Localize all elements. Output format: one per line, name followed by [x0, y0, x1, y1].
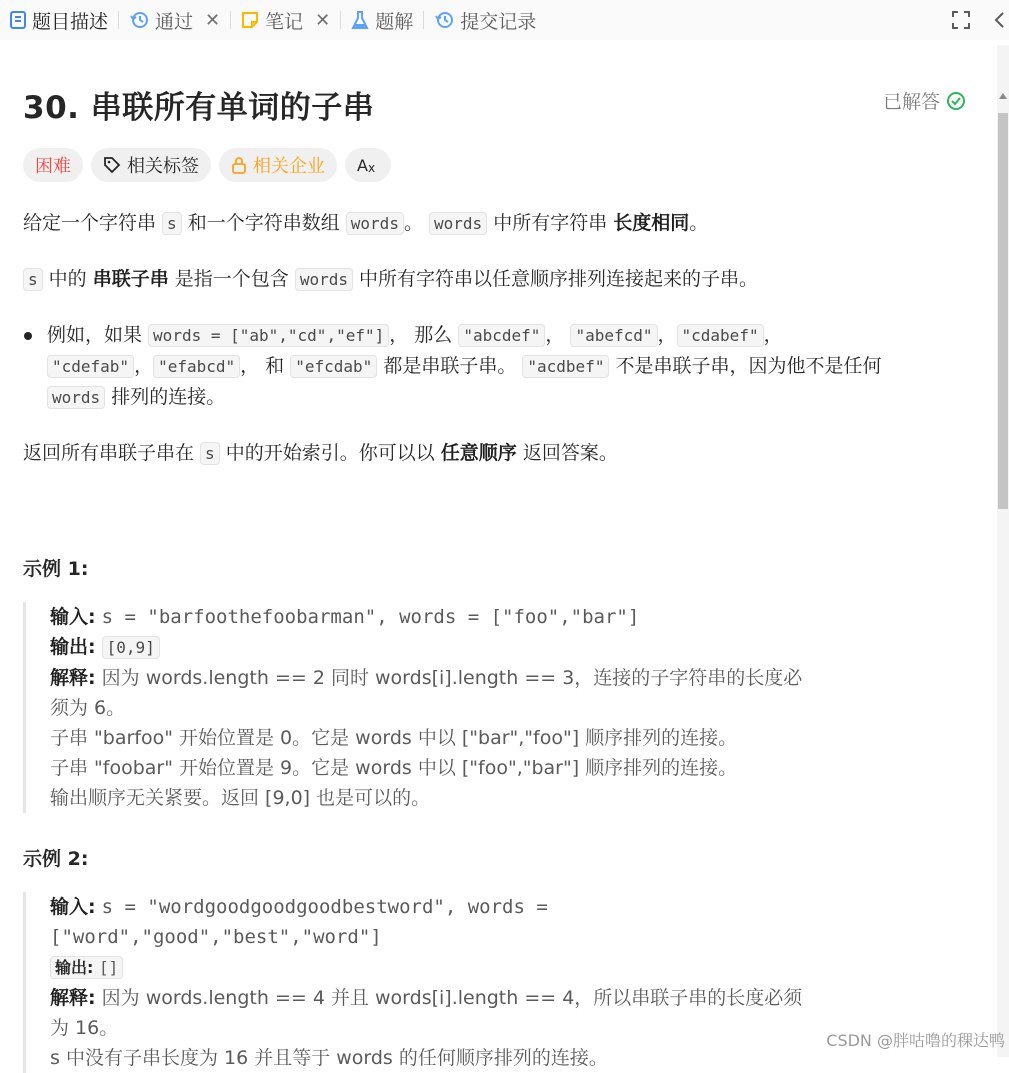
text: 。	[689, 212, 709, 234]
inline-code: "abcdef"	[458, 324, 545, 347]
text: 。	[403, 212, 429, 234]
inline-code: words	[346, 212, 404, 235]
history-icon	[434, 10, 454, 30]
bullet-dot	[24, 332, 32, 340]
inline-code: s	[23, 268, 43, 291]
difficulty-badge	[23, 148, 83, 182]
tab-solutions-label: 题解	[375, 10, 414, 33]
chevron-left-icon[interactable]	[993, 10, 1005, 30]
output-label-box	[50, 956, 123, 979]
example-1-title: 示例 1:	[23, 558, 89, 580]
inline-code: "efcdab"	[290, 355, 377, 378]
inline-code: "efabcd"	[153, 355, 240, 378]
example-2-input	[50, 892, 970, 922]
inline-code: words	[429, 212, 487, 235]
text: 中的	[42, 268, 93, 290]
text: ，	[134, 355, 154, 377]
explain-line: 子串 "barfoo" 开始位置是 0。它是 words 中以 ["bar","foo"] 顺序排列的连接。	[50, 727, 738, 749]
text: 例如，如果	[47, 324, 149, 346]
explain-line: 须为 6。	[50, 697, 126, 719]
bullet-text	[47, 320, 923, 413]
example-2-output	[50, 952, 970, 983]
note-icon	[241, 11, 259, 29]
tab-description[interactable]	[0, 0, 118, 40]
text: ， 和	[240, 355, 291, 377]
tag-row	[23, 148, 391, 182]
text: 返回所有串联子串在	[23, 442, 201, 464]
example-2-explain	[50, 983, 970, 1013]
input-label: 输入:	[50, 896, 96, 918]
check-circle-icon	[946, 91, 966, 111]
problem-description-panel	[0, 45, 997, 1069]
tab-submissions-label: 提交记录	[460, 10, 537, 33]
tabbar-actions	[951, 0, 1009, 40]
close-icon[interactable]: ✕	[315, 9, 331, 31]
explain-line: 因为 words.length == 2 同时 words[i].length == 3，连接的子字符串的长度必	[101, 667, 803, 689]
inline-code: words	[295, 268, 353, 291]
text: 排列的连接。	[105, 386, 226, 408]
text: 不是串联子串，因为他不是任何	[609, 355, 882, 377]
document-icon	[10, 11, 26, 29]
input-value: s = "wordgoodgoodgoodbestword", words =	[101, 896, 548, 918]
explain-line: 为 16。	[50, 1017, 119, 1039]
bold-text: 串联子串	[92, 268, 169, 290]
difficulty-label: 困难	[35, 156, 71, 177]
example-bullet	[23, 320, 923, 413]
tab-accepted-label: 通过	[155, 10, 194, 33]
inline-code: words = ["ab","cd","ef"]	[148, 324, 389, 347]
input-value: ["word","good","best","word"]	[50, 926, 382, 948]
example-1-output	[50, 632, 970, 663]
text: ，	[545, 324, 571, 346]
description-paragraph-1	[23, 208, 708, 239]
solved-status	[883, 87, 966, 114]
text: ，	[763, 324, 783, 346]
text: 和一个字符串数组	[181, 212, 346, 234]
text: 是指一个包含	[168, 268, 295, 290]
text: 给定一个字符串	[23, 212, 163, 234]
lock-icon	[231, 156, 247, 174]
tab-submissions[interactable]	[424, 0, 546, 40]
inline-code: "abefcd"	[570, 324, 657, 347]
tab-bar	[0, 0, 1009, 40]
scroll-up-arrow-icon[interactable]	[999, 93, 1007, 99]
watermark: CSDN @胖咕噜的稞达鸭	[826, 1031, 1005, 1050]
svg-text:A: A	[357, 156, 368, 175]
explain-line: 输出顺序无关紧要。返回 [9,0] 也是可以的。	[50, 787, 431, 809]
related-tags-button[interactable]	[91, 148, 211, 182]
text: 返回答案。	[516, 442, 618, 464]
translate-button[interactable]	[345, 148, 391, 182]
output-value: []	[98, 958, 119, 977]
tab-notes-label: 笔记	[265, 10, 304, 33]
output-label: 输出:	[55, 958, 94, 977]
example-1-explain	[50, 663, 970, 693]
output-label: 输出:	[50, 636, 96, 658]
related-companies-label: 相关企业	[253, 156, 325, 177]
inline-code: words	[47, 386, 105, 409]
scrollbar-thumb[interactable]	[998, 113, 1008, 509]
solved-status-label: 已解答	[883, 91, 941, 113]
tab-notes[interactable]	[231, 0, 340, 40]
related-tags-label: 相关标签	[127, 156, 199, 177]
description-paragraph-2	[23, 264, 758, 295]
inline-code: "cdefab"	[47, 355, 134, 378]
related-companies-button[interactable]	[219, 148, 337, 182]
fullscreen-icon[interactable]	[951, 10, 971, 30]
bold-text: 长度相同	[613, 212, 690, 234]
inline-code: s	[200, 442, 220, 465]
tab-description-label: 题目描述	[32, 10, 109, 33]
input-label: 输入:	[50, 606, 96, 628]
translate-icon	[357, 156, 379, 174]
tab-accepted[interactable]	[119, 0, 230, 40]
text: 中的开始索引。你可以以	[219, 442, 441, 464]
inline-code: "cdabef"	[677, 324, 764, 347]
explain-line: s 中没有子串长度为 16 并且等于 words 的任何顺序排列的连接。	[50, 1047, 608, 1069]
inline-code: s	[162, 212, 182, 235]
text: ， 那么	[389, 324, 459, 346]
bold-text: 任意顺序	[440, 442, 517, 464]
description-paragraph-3	[23, 438, 618, 469]
explain-line: 子串 "foobar" 开始位置是 9。它是 words 中以 ["foo","bar"] 顺序排列的连接。	[50, 757, 738, 779]
explain-label: 解释:	[50, 987, 96, 1009]
input-value: s = "barfoothefoobarman", words = ["foo","bar"]	[101, 606, 640, 628]
close-icon[interactable]: ✕	[205, 9, 221, 31]
explain-line: 因为 words.length == 4 并且 words[i].length == 4，所以串联子串的长度必须	[101, 987, 803, 1009]
tab-solutions[interactable]	[341, 0, 423, 40]
example-2-title: 示例 2:	[23, 848, 89, 870]
text: 中所有字符串	[487, 212, 614, 234]
text: 都是串联子串。	[377, 355, 523, 377]
problem-title: 30. 串联所有单词的子串	[23, 90, 375, 126]
history-icon	[129, 10, 149, 30]
explain-label: 解释:	[50, 667, 96, 689]
output-value: [0,9]	[102, 636, 160, 659]
flask-icon	[351, 10, 369, 30]
inline-code: "acdbef"	[522, 355, 609, 378]
svg-text:x: x	[368, 161, 376, 175]
example-1-input	[50, 602, 970, 632]
vertical-scrollbar[interactable]	[997, 45, 1009, 1057]
text: ，	[657, 324, 677, 346]
example-1-block	[23, 602, 970, 813]
text: 中所有字符串以任意顺序排列连接起来的子串。	[353, 268, 759, 290]
tag-icon	[103, 156, 121, 174]
